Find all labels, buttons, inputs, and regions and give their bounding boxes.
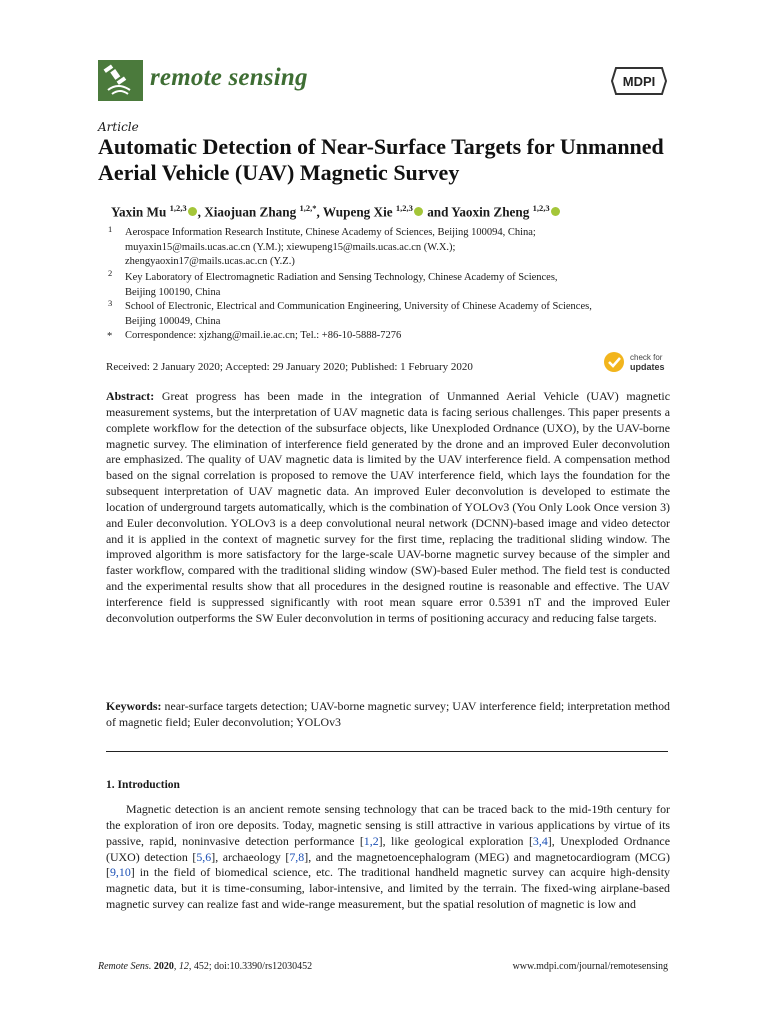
introduction-paragraph: Magnetic detection is an ancient remote sensing technology that can be traced back to the mid-19th century for the exploration of iron ore deposits. Today, magnetic sensing is still attractive in various applications by virtue of its passive, rapid, noninvasive detection performance [1,2], like geological exploration [3,4], Unexploded Ordnance (UXO) detection [5,6], archaeology [7,8], and the magnetoencephalogram (MEG) and magnetocardiogram (MCG) [9,10] in the field of biomedical science, etc. The traditional handheld magnetic survey can acquire high-density magnetic data, but it is time-consuming, labor-intensive, and limited by the terrain. The fixed-wing airplane-based magnetic survey can realize fast and wide-range measurement, but the spatial resolution of magnetic is low and	[106, 802, 670, 912]
check-badge-line1: check for	[630, 353, 663, 362]
affiliation-number: 1	[108, 224, 113, 234]
footer-url[interactable]: www.mdpi.com/journal/remotesensing	[512, 961, 668, 972]
orcid-icon[interactable]	[188, 207, 197, 216]
affiliation-number: 3	[108, 298, 113, 308]
abstract	[106, 389, 670, 627]
abstract-text: Great progress has been made in the integration of Unmanned Aerial Vehicle (UAV) magnetic measurement systems, but the interpretation of UAV magnetic data is facing serious challenges. This paper presents a complete workflow for the detection of the subsurface objects, like Unexploded Ordnance (UXO), by the UAV-borne magnetic survey. The elimination of interference field generated by the drone and an improved Euler deconvolution are emphasized. The quality of UAV magnetic data is limited by the UAV interference field. A compensation method based on the signal correlation is proposed to remove the UAV interference field, which lays the foundation for the subsequent interpretation of UAV magnetic data. An improved Euler deconvolution is developed to estimate the location of underground targets automatically, which is the combination of YOLOv3 (You Only Look Once version 3) and Euler deconvolution. YOLOv3 is a deep convolutional neural network (DCNN)-based image and video detector and it is applied in the context of magnetic survey for the first time, replacing the traditional sliding window. The improved algorithm is more satisfactory for the large-scale UAV-borne magnetic survey because of the simpler and faster workflow, compared with the traditional sliding window (SW)-based Euler method. The field test is conducted and the experimental results show that all procedures in the designed routine is reasonable and effective. The UAV interference field is suppressed significantly with root mean square error 0.5391 nT and the improved Euler deconvolution outperforms the SW Euler deconvolution in terms of positioning accuracy and reducing false targets.	[106, 389, 670, 625]
footer-citation: Remote Sens. 2020, 12, 452; doi:10.3390/rs12030452	[98, 961, 313, 972]
citation-link[interactable]: 7,8	[289, 849, 305, 864]
check-badge-line2: updates	[630, 362, 665, 372]
keywords-text: near-surface targets detection; UAV-borne magnetic survey; UAV interference field; interpretation method of magnetic field; Euler deconvolution; YOLOv3	[106, 699, 670, 729]
keywords	[106, 699, 670, 731]
author-affiliation-sup: 1,2,3	[532, 203, 550, 213]
affiliation-2: Key Laboratory of Electromagnetic Radiation and Sensing Technology, Chinese Academy of Sciences, Beijing 100190, China	[125, 272, 558, 298]
author-affiliation-sup: 1,2,3	[169, 203, 187, 213]
author-affiliation-sup: 1,2,*	[299, 203, 317, 213]
citation-link[interactable]: 5,6	[196, 849, 212, 864]
journal-name: remote sensing	[150, 64, 308, 91]
satellite-icon	[98, 60, 143, 101]
author-name: Xiaojuan Zhang	[204, 204, 297, 220]
correspondence: Correspondence: xjzhang@mail.ie.ac.cn; Tel.: +86-10-5888-7276	[125, 330, 402, 341]
author-name: Yaoxin Zheng	[451, 204, 530, 220]
citation-link[interactable]: 9,10	[109, 865, 131, 880]
correspondence-marker: *	[107, 331, 113, 342]
keywords-label: Keywords:	[106, 699, 162, 713]
check-for-updates-badge[interactable]	[603, 350, 673, 375]
author-affiliation-sup: 1,2,3	[395, 203, 413, 213]
author-name: Yaxin Mu	[111, 204, 167, 220]
article-title: Automatic Detection of Near-Surface Targets for Unmanned Aerial Vehicle (UAV) Magnetic Survey	[98, 134, 664, 185]
orcid-icon[interactable]	[414, 207, 423, 216]
affiliation-3: School of Electronic, Electrical and Communication Engineering, University of Chinese Academy of Sciences, Beijing 100049, China	[125, 301, 592, 327]
divider	[106, 751, 668, 752]
publisher-name: MDPI	[622, 74, 656, 89]
article-type: Article	[98, 120, 139, 134]
section-heading: 1. Introduction	[106, 779, 180, 791]
journal-logo	[98, 60, 143, 101]
mdpi-logo	[610, 66, 668, 96]
publication-dates: Received: 2 January 2020; Accepted: 29 January 2020; Published: 1 February 2020	[106, 361, 473, 373]
affiliation-1: Aerospace Information Research Institute, Chinese Academy of Sciences, Beijing 100094, China; muyaxin15@mails.ucas.ac.cn (Y.M.); xiewupeng15@mails.ucas.ac.cn (W.X.); zhengyaoxin17@mails.ucas.ac.cn (Y.Z.)	[125, 227, 536, 268]
author-name: Wupeng Xie	[322, 204, 393, 220]
citation-link[interactable]: 3,4	[532, 833, 548, 848]
orcid-icon[interactable]	[551, 207, 560, 216]
abstract-label: Abstract:	[106, 389, 155, 403]
author-list: Yaxin Mu $^{1,2,3}$ , Xiaojuan Zhang $^{1,2,*}$, Wupeng Xie $^{1,2,3}$ and Yaoxin Zheng $^{1,2,3}$	[111, 203, 561, 220]
affiliation-number: 2	[108, 268, 113, 278]
citation-link[interactable]: 1,2	[363, 833, 379, 848]
